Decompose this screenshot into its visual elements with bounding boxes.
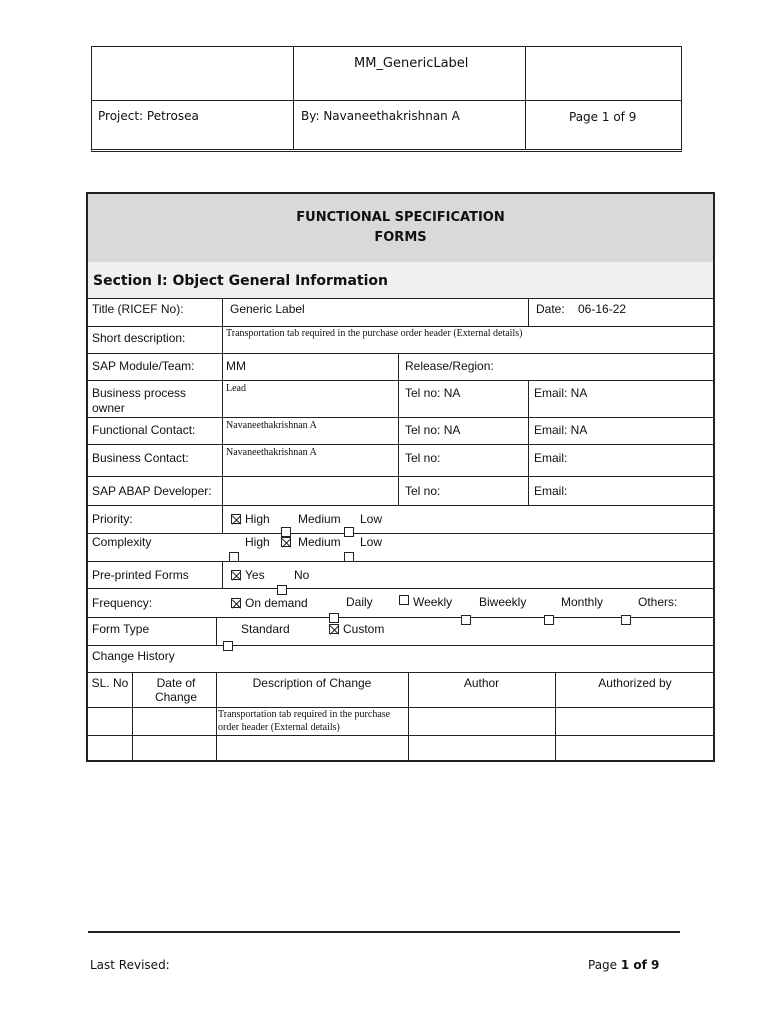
complexity-low-checkbox[interactable]: [344, 552, 354, 562]
complexity-label: Complexity: [92, 535, 152, 549]
abap-developer-email: Email:: [534, 484, 568, 498]
business-contact-label: Business Contact:: [92, 451, 189, 465]
frequency-weekly-label: Weekly: [413, 595, 453, 609]
form-banner: [88, 194, 713, 263]
divider: [88, 645, 713, 646]
ch-row-1-description: Transportation tab required in the purchase order header (External details): [218, 709, 391, 733]
ch-header-date: Date of Change: [154, 676, 198, 704]
change-history-label: Change History: [92, 649, 175, 663]
priority-label: Priority:: [92, 512, 133, 526]
divider: [88, 561, 713, 562]
divider: [222, 505, 223, 533]
ch-header-sl-no: SL. No: [91, 676, 129, 690]
section-header: [88, 262, 713, 299]
divider: [88, 505, 713, 506]
divider: [222, 298, 223, 506]
frequency-on-demand-checkbox[interactable]: [231, 598, 241, 608]
page-indicator: Page 1 of 9: [569, 110, 637, 124]
divider: [88, 588, 713, 589]
ch-header-author: Author: [463, 676, 500, 690]
divider: [525, 47, 526, 149]
priority-medium-checkbox[interactable]: [281, 527, 291, 537]
priority-medium-label: Medium: [298, 512, 341, 526]
priority-low-label: Low: [360, 512, 383, 526]
priority-high-checkbox[interactable]: [231, 514, 241, 524]
footer-page-number: 1: [620, 958, 630, 972]
divider: [88, 380, 713, 381]
last-revised-label: Last Revised:: [90, 958, 170, 972]
title-label: Title (RICEF No):: [92, 302, 184, 316]
form-type-custom-checkbox[interactable]: [329, 624, 339, 634]
divider: [88, 735, 713, 736]
functional-contact-email: Email: NA: [534, 423, 588, 437]
priority-high-label: High: [245, 512, 270, 526]
divider: [528, 298, 529, 326]
frequency-label: Frequency:: [92, 596, 153, 610]
divider: [88, 444, 713, 445]
frequency-daily-checkbox[interactable]: [329, 613, 339, 623]
title-value: Generic Label: [230, 302, 305, 316]
project-name: Project: Petrosea: [98, 109, 199, 123]
short-description-label: Short description:: [92, 331, 186, 345]
divider: [216, 617, 217, 645]
bpo-email: Email: NA: [534, 386, 588, 400]
divider: [528, 380, 529, 505]
divider: [88, 417, 713, 418]
divider: [132, 672, 133, 762]
date-value: 06-16-22: [578, 302, 627, 316]
divider: [88, 353, 713, 354]
functional-contact-value: Navaneethakrishnan A: [226, 420, 317, 431]
form-type-custom-label: Custom: [343, 622, 385, 636]
footer-page-total: of 9: [629, 958, 660, 972]
divider: [88, 672, 713, 673]
priority-low-checkbox[interactable]: [344, 527, 354, 537]
release-label: Release/Region:: [405, 359, 494, 373]
document-author: By: Navaneethakrishnan A: [301, 109, 460, 123]
functional-contact-label: Functional Contact:: [92, 423, 196, 437]
divider: [88, 326, 713, 327]
ch-header-authorized-by: Authorized by: [598, 676, 672, 690]
functional-spec-form: [86, 192, 715, 762]
divider: [92, 100, 681, 101]
form-heading: FUNCTIONAL SPECIFICATION: [296, 210, 505, 225]
complexity-high-label: High: [245, 535, 270, 549]
footer-page-indicator: [588, 958, 659, 972]
form-type-standard-label: Standard: [241, 622, 290, 636]
abap-developer-label: SAP ABAP Developer:: [92, 484, 212, 498]
business-contact-tel: Tel no:: [405, 451, 441, 465]
complexity-medium-label: Medium: [298, 535, 341, 549]
divider: [88, 617, 713, 618]
business-contact-email: Email:: [534, 451, 568, 465]
divider: [88, 533, 713, 534]
bpo-tel: Tel no: NA: [405, 386, 461, 400]
form-subheading: FORMS: [374, 230, 427, 245]
frequency-on-demand-label: On demand: [245, 596, 308, 610]
complexity-high-checkbox[interactable]: [229, 552, 239, 562]
frequency-monthly-label: Monthly: [561, 595, 604, 609]
module-value: MM: [226, 359, 246, 373]
bpo-label: Business process owner: [92, 386, 187, 415]
form-type-standard-checkbox[interactable]: [223, 641, 233, 651]
complexity-medium-checkbox[interactable]: [281, 537, 291, 547]
divider: [222, 561, 223, 588]
footer-divider: [88, 931, 680, 933]
ch-header-description: Description of Change: [252, 676, 372, 690]
functional-contact-tel: Tel no: NA: [405, 423, 461, 437]
abap-developer-tel: Tel no:: [405, 484, 441, 498]
document-header-table: [91, 46, 682, 152]
frequency-others-label: Others:: [638, 595, 678, 609]
frequency-daily-label: Daily: [346, 595, 373, 609]
document-title: MM_GenericLabel: [354, 56, 469, 71]
form-type-label: Form Type: [92, 622, 150, 636]
bpo-value: Lead: [226, 383, 246, 394]
preprinted-yes-checkbox[interactable]: [231, 570, 241, 580]
short-description-value: Transportation tab required in the purchase order header (External details): [226, 328, 523, 339]
business-contact-value: Navaneethakrishnan A: [226, 447, 317, 458]
complexity-low-label: Low: [360, 535, 383, 549]
frequency-biweekly-label: Biweekly: [479, 595, 527, 609]
frequency-others-checkbox[interactable]: [621, 615, 631, 625]
preprinted-no-label: No: [294, 568, 310, 582]
module-label: SAP Module/Team:: [92, 359, 195, 373]
divider: [88, 476, 713, 477]
section-title: Section I: Object General Information: [93, 273, 388, 289]
frequency-biweekly-checkbox[interactable]: [461, 615, 471, 625]
footer-page-prefix: Page: [588, 958, 621, 972]
divider: [293, 47, 294, 149]
date-label: Date:: [536, 302, 565, 316]
divider: [398, 353, 399, 505]
frequency-monthly-checkbox[interactable]: [544, 615, 554, 625]
preprinted-forms-label: Pre-printed Forms: [92, 568, 189, 582]
preprinted-yes-label: Yes: [245, 568, 265, 582]
preprinted-no-checkbox[interactable]: [277, 585, 287, 595]
frequency-weekly-checkbox[interactable]: [399, 595, 409, 605]
